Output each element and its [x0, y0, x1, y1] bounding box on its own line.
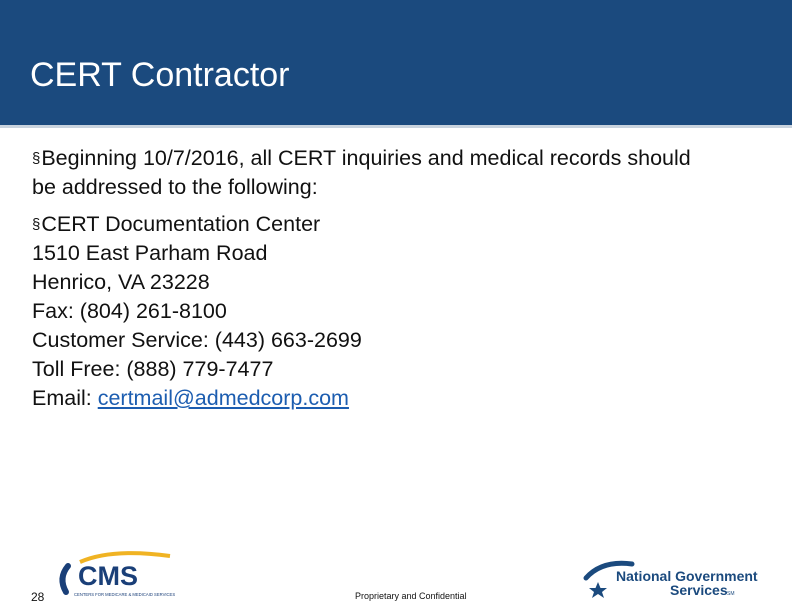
email-link[interactable]: certmail@admedcorp.com — [97, 386, 349, 410]
cms-logo-tagline: CENTERS FOR MEDICARE & MEDICAID SERVICES — [74, 592, 176, 597]
confidentiality-notice: Proprietary and Confidential — [355, 591, 467, 601]
address-name-line — [32, 210, 777, 239]
slide-body — [32, 144, 777, 421]
address-city: Henrico, VA 23228 — [32, 270, 210, 294]
star-icon — [589, 582, 607, 598]
cms-logo-swoosh-navy — [62, 566, 68, 592]
header-divider — [0, 125, 792, 128]
customer-service-number: Customer Service: (443) 663-2699 — [32, 328, 362, 352]
fax-number: Fax: (804) 261-8100 — [32, 299, 227, 323]
email-line — [32, 384, 777, 413]
bullet-icon: § — [32, 216, 41, 233]
page-number: 28 — [31, 590, 45, 604]
intro-line-2: be addressed to the following: — [32, 175, 318, 199]
address-block — [32, 210, 777, 413]
email-label: Email: — [32, 386, 98, 410]
cms-logo-text: CMS — [78, 561, 138, 591]
address-street: 1510 East Parham Road — [32, 241, 268, 265]
ngs-logo-mark: SM — [727, 591, 735, 597]
intro-paragraph — [32, 144, 777, 202]
ngs-logo-line1: National Government — [616, 568, 758, 584]
bullet-icon: § — [32, 150, 41, 167]
address-name: CERT Documentation Center — [41, 212, 321, 236]
intro-line-1 — [32, 144, 777, 173]
ngs-logo — [582, 552, 772, 608]
slide-header — [0, 0, 792, 125]
ngs-logo-line2: Services — [670, 582, 728, 598]
slide-title: CERT Contractor — [30, 56, 290, 94]
toll-free-number: Toll Free: (888) 779-7477 — [32, 357, 274, 381]
intro-text-1: Beginning 10/7/2016, all CERT inquiries and medical records should — [41, 146, 691, 170]
cms-logo — [50, 548, 182, 608]
